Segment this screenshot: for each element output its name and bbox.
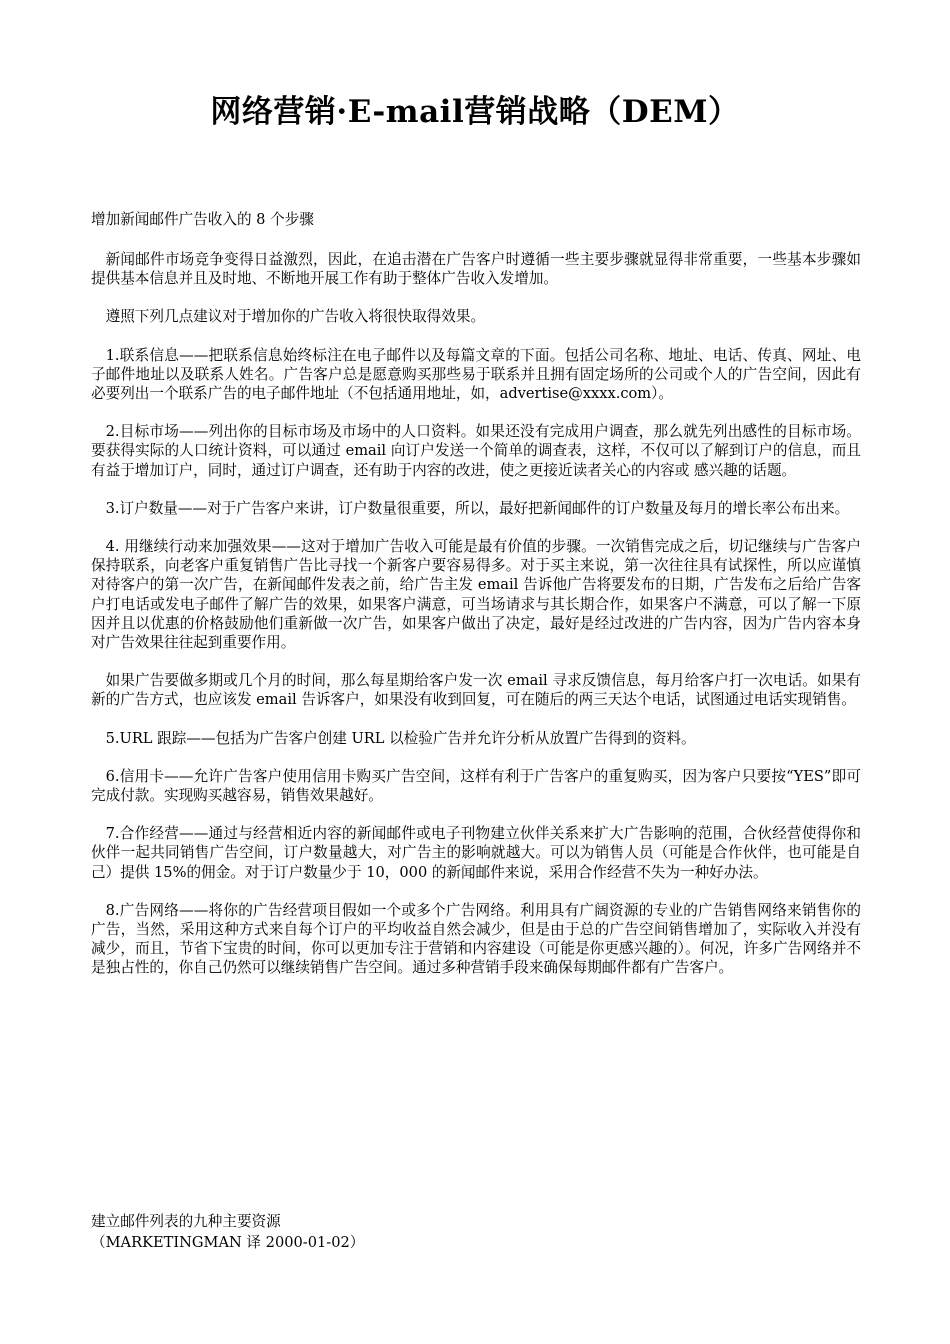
section-subheading: 增加新闻邮件广告收入的 8 个步骤 <box>91 211 314 228</box>
paragraph-step-5: 5.URL 跟踪——包括为广告客户创建 URL 以检验广告并允许分析从放置广告得到的资料。 <box>105 729 696 747</box>
document-title: 网络营销·E-mail营销战略（DEM） <box>210 94 740 130</box>
paragraph-step-6: 6.信用卡——允许广告客户使用信用卡购买广告空间，这样有利于广告客户的重复购买，因为客户只要按“YES”即可完成付款。实现购买越容易，销售效果越好。 <box>91 767 861 805</box>
paragraph-step-8: 8.广告网络——将你的广告经营项目假如一个或多个广告网络。利用具有广阔资源的专业的广告销售网络来销售你的广告，当然，采用这种方式来自每个订户的平均收益自然会减少，但是由于总的广告空间销售增加了，实际收入并没有减少，而且，节省下宝贵的时间，你可以更加专注于营销和内容建设（可能是你更感兴趣的）。何况，许多广告网络并不是独占性的，你自己仍然可以继续销售广告空间。通过多种营销手段来确保每期邮件都有广告客户。 <box>91 901 861 977</box>
footer-translator-note: （MARKETINGMAN 译 2000-01-02） <box>91 1234 365 1251</box>
document-body <box>91 250 861 997</box>
paragraph-step-1: 1.联系信息——把联系信息始终标注在电子邮件以及每篇文章的下面。包括公司名称、地址、电话、传真、网址、电子邮件地址以及联系人姓名。广告客户总是愿意购买那些易于联系并且拥有固定场所的公司或个人的广告空间，因此有必要列出一个联系广告的电子邮件地址（不包括通用地址，如，advertise@xxxx.com）。 <box>91 346 861 403</box>
paragraph-intro: 新闻邮件市场竞争变得日益激烈，因此，在追击潜在广告客户时遵循一些主要步骤就显得非常重要，一些基本步骤如提供基本信息并且及时地、不断地开展工作有助于整体广告收入发增加。 <box>91 251 861 288</box>
paragraph-advice: 遵照下列几点建议对于增加你的广告收入将很快取得效果。 <box>105 308 486 326</box>
paragraph-step-4-followup: 如果广告要做多期或几个月的时间，那么每星期给客户发一次 email 寻求反馈信息，每月给客户打一次电话。如果有新的广告方式，也应该发 email 告诉客户，如果没有收到回复，可在随后的两三天达个电话，试图通过电话实现销售。 <box>91 672 861 709</box>
paragraph-step-3: 3.订户数量——对于广告客户来讲，订户数量很重要，所以，最好把新闻邮件的订户数量及每月的增长率公布出来。 <box>105 499 850 517</box>
document-footer <box>91 1211 861 1253</box>
paragraph-step-2: 2.目标市场——列出你的目标市场及市场中的人口资料。如果还没有完成用户调查，那么就先列出感性的目标市场。要获得实际的人口统计资料，可以通过 email 向订户发送一个简单的调查表，这样，不仅可以了解到订户的信息，而且有益于增加订户，同时，通过订户调查，还有助于内容的改进，使之更接近读者关心的内容或 感兴趣的话题。 <box>91 423 861 479</box>
paragraph-step-7: 7.合作经营——通过与经营相近内容的新闻邮件或电子刊物建立伙伴关系来扩大广告影响的范围，合伙经营使得你和伙伴一起共同销售广告空间，订户数量越大，对广告主的影响就越大。可以为销售人员（可能是合作伙伴，也可能是自己）提供 15%的佣金。对于订户数量少于 10，000 的新闻邮件来说，采用合作经营不失为一种好办法。 <box>91 825 861 881</box>
paragraph-step-4: 4. 用继续行动来加强效果——这对于增加广告收入可能是最有价值的步骤。一次销售完成之后，切记继续与广告客户保持联系，向老客户重复销售广告比寻找一个新客户要容易得多。对于买主来说，第一次往往具有试探性，所以应谨慎对待客户的第一次广告，在新闻邮件发表之前，给广告主发 email 告诉他广告将要发布的日期，广告发布之后给广告客户打电话或发电子邮件了解广告的效果，如果客户满意，可当场请求与其长期合作，如果客户不满意，可以了解一下原因并且以优惠的价格鼓励他们重新做一次广告，如果客户做出了决定，最好是经过改进的广告内容，因为广告内容本身对广告效果往往起到重要作用。 <box>91 538 861 652</box>
footer-heading: 建立邮件列表的九种主要资源 <box>91 1213 281 1230</box>
